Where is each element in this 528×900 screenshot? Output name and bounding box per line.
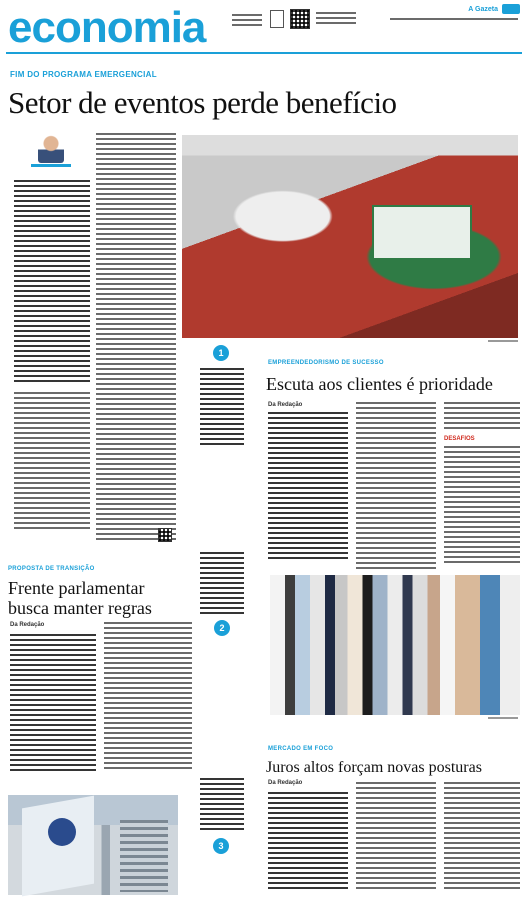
main-kicker: FIM DO PROGRAMA EMERGENCIAL — [10, 70, 157, 79]
story-two-kicker: EMPREENDEDORISMO DE SUCESSO — [268, 360, 384, 366]
story-four-byline: Da Redação — [268, 780, 303, 786]
masthead-note — [232, 14, 266, 28]
main-headline: Setor de eventos perde benefício — [8, 85, 397, 120]
story-three-headline-2: busca manter regras — [8, 598, 152, 618]
sidebar-badge-2: 2 — [214, 620, 230, 636]
story-four-col2 — [356, 782, 436, 892]
story-three-col1 — [10, 634, 96, 774]
sidebar-text-2 — [200, 552, 244, 614]
story-four-col1 — [268, 792, 348, 892]
main-body-col2 — [96, 133, 176, 543]
story-three-headline-1: Frente parlamentar — [8, 578, 145, 598]
section-title: economia — [8, 3, 206, 52]
sidebar-text-1 — [200, 368, 244, 448]
date-line — [390, 18, 518, 24]
clothes-photo-credit — [460, 717, 518, 719]
masthead-qr-note — [316, 12, 360, 28]
sidebar-badge-3: 3 — [213, 838, 229, 854]
main-body-col1 — [14, 180, 90, 385]
story-two-col1 — [268, 412, 348, 562]
story-three-byline: Da Redação — [10, 622, 45, 628]
story-four-headline: Juros altos forçam novas posturas — [266, 759, 482, 776]
brand-badge-icon — [502, 4, 520, 14]
brand-logo: A Gazeta — [468, 6, 498, 13]
sidebar-badge-1: 1 — [213, 345, 229, 361]
edition-icon — [270, 10, 284, 28]
story-four-kicker: MERCADO EM FOCO — [268, 746, 334, 752]
article-qr-icon — [158, 528, 172, 542]
story-two-col3b — [444, 446, 520, 566]
story-three-col2 — [104, 622, 192, 772]
expo-booth — [372, 205, 472, 260]
expo-photo-credit — [460, 340, 518, 342]
author-name — [24, 164, 78, 167]
masthead-rule — [6, 52, 522, 54]
author-photo — [38, 133, 64, 163]
clothing-rack-photo — [270, 575, 520, 715]
building-tower — [120, 820, 168, 892]
building-logo-icon — [48, 818, 76, 846]
story-two-headline: Escuta aos clientes é prioridade — [266, 374, 493, 394]
story-three-kicker: PROPOSTA DE TRANSIÇÃO — [8, 566, 95, 572]
sidebar-text-3 — [200, 778, 244, 830]
story-two-red-label: DESAFIOS — [444, 436, 475, 442]
building-facade — [22, 796, 94, 897]
story-two-byline: Da Redação — [268, 402, 303, 408]
qr-code-icon — [290, 9, 310, 29]
story-four-col3 — [444, 782, 520, 892]
story-two-col2 — [356, 402, 436, 570]
main-body-col1b — [14, 392, 90, 532]
story-two-col3a — [444, 402, 520, 430]
